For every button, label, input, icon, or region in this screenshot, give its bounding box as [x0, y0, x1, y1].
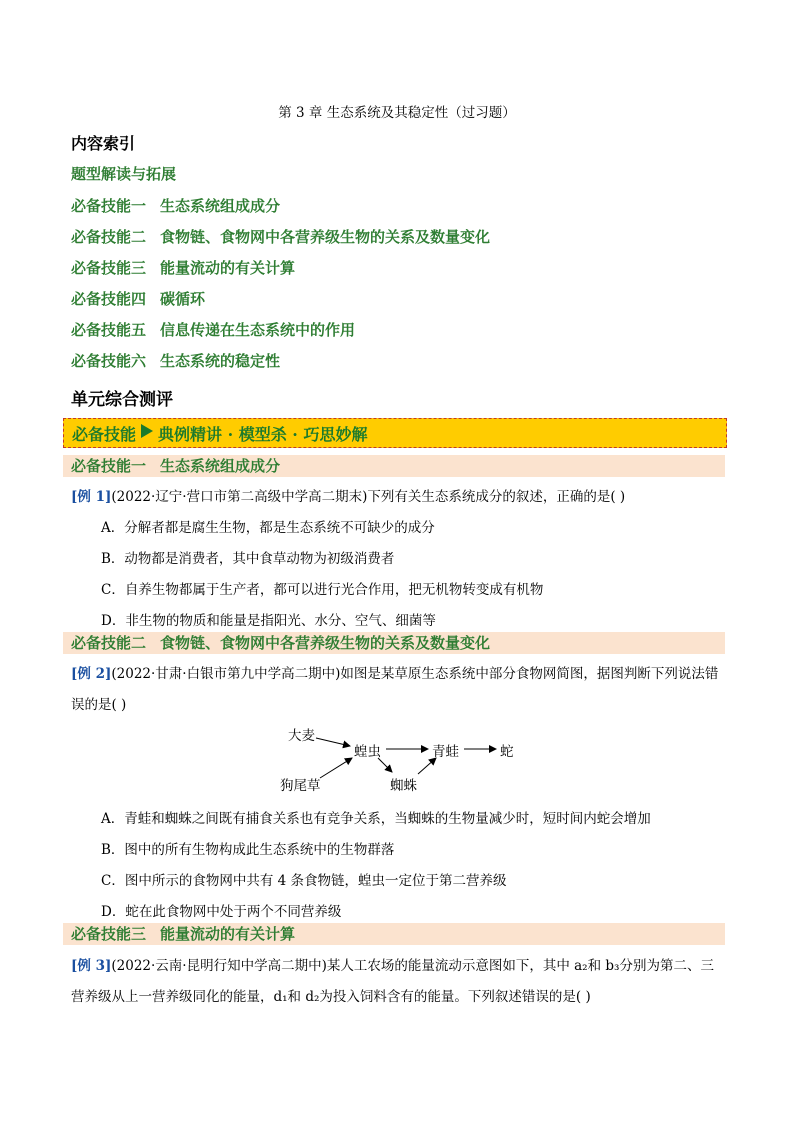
- play-triangle-icon: [140, 423, 154, 444]
- section-header-1: [63, 455, 725, 477]
- section-num: 必备技能二: [71, 634, 147, 652]
- toc-item-1[interactable]: [71, 195, 280, 216]
- section-text: 生态系统组成成分: [160, 457, 281, 475]
- question-tag: [例 1]: [71, 489, 112, 505]
- node-foxtail: 狗尾草: [280, 778, 321, 794]
- q1-option-c[interactable]: C．自养生物都属于生产者，都可以进行光合作用，把无机物转变成有机物: [101, 582, 544, 598]
- toc-item-text: 信息传递在生态系统中的作用: [160, 321, 356, 339]
- banner-left-text: 必备技能: [72, 424, 137, 444]
- arrow-foxtail-locust: [320, 758, 352, 778]
- question-tag: [例 2]: [71, 666, 112, 682]
- food-web-diagram: [270, 720, 530, 800]
- section-header-3: [63, 923, 725, 945]
- q1-option-a[interactable]: A．分解者都是腐生生物，都是生态系统不可缺少的成分: [101, 520, 435, 536]
- question-tag: [例 3]: [71, 958, 112, 974]
- section-text: 能量流动的有关计算: [160, 925, 296, 943]
- toc-item-num: 必备技能五: [71, 321, 147, 339]
- arrow-spider-frog: [418, 758, 436, 774]
- toc-item-text: 能量流动的有关计算: [160, 259, 296, 277]
- toc-item-2[interactable]: [71, 226, 490, 247]
- toc-header: 内容索引: [71, 134, 136, 153]
- unit-test-link[interactable]: 单元综合测评: [71, 390, 173, 410]
- toc-item-6[interactable]: [71, 350, 280, 371]
- toc-item-text: 生态系统的稳定性: [160, 352, 281, 370]
- section-num: 必备技能三: [71, 925, 147, 943]
- node-frog: 青蛙: [432, 744, 459, 760]
- arrow-locust-spider: [378, 758, 392, 772]
- question-3-stem-line2: 营养级从上一营养级同化的能量，d₁和 d₂为投入饲料含有的能量。下列叙述错误的是( ): [71, 989, 591, 1005]
- toc-intro-link[interactable]: 题型解读与拓展: [71, 165, 177, 183]
- section-num: 必备技能一: [71, 457, 147, 475]
- q2-option-a[interactable]: A．青蛙和蜘蛛之间既有捕食关系也有竞争关系，当蜘蛛的生物量减少时，短时间内蛇会增加: [101, 811, 651, 827]
- toc-item-text: 食物链、食物网中各营养级生物的关系及数量变化: [160, 228, 491, 246]
- node-snake: 蛇: [500, 744, 514, 760]
- q2-option-d[interactable]: D．蛇在此食物网中处于两个不同营养级: [101, 904, 342, 920]
- question-2-stem-line2: 误的是( ): [71, 697, 127, 713]
- node-locust: 蝗虫: [354, 744, 381, 760]
- question-1-stem: [71, 485, 625, 505]
- banner-right-text: 典例精讲 · 模型杀 · 巧思妙解: [158, 424, 368, 444]
- question-2-stem-line1: [71, 662, 718, 682]
- toc-item-3[interactable]: [71, 257, 295, 278]
- toc-item-text: 生态系统组成成分: [160, 197, 281, 215]
- section-header-2: [63, 632, 725, 654]
- skills-banner: [63, 418, 727, 448]
- q2-option-c[interactable]: C．图中所示的食物网中共有 4 条食物链，蝗虫一定位于第二营养级: [101, 873, 507, 889]
- question-text: (2022·辽宁·营口市第二高级中学高二期末)下列有关生态系统成分的叙述，正确的是( ): [111, 489, 626, 505]
- q1-option-d[interactable]: D．非生物的物质和能量是指阳光、水分、空气、细菌等: [101, 613, 436, 629]
- question-text: (2022·云南·昆明行知中学高二期中)某人工农场的能量流动示意图如下，其中 a₂和 b₃分别为第二、三: [111, 958, 714, 974]
- arrow-barley-locust: [316, 738, 350, 746]
- toc-item-5[interactable]: [71, 319, 355, 340]
- toc-item-num: 必备技能一: [71, 197, 147, 215]
- toc-item-num: 必备技能三: [71, 259, 147, 277]
- node-spider: 蜘蛛: [390, 778, 417, 794]
- toc-item-text: 碳循环: [160, 290, 206, 308]
- toc-item-num: 必备技能二: [71, 228, 147, 246]
- toc-item-num: 必备技能六: [71, 352, 147, 370]
- chapter-title: 第 3 章 生态系统及其稳定性（过习题）: [278, 105, 516, 121]
- q1-option-b[interactable]: B．动物都是消费者，其中食草动物为初级消费者: [101, 551, 395, 567]
- toc-item-4[interactable]: [71, 288, 205, 309]
- section-text: 食物链、食物网中各营养级生物的关系及数量变化: [160, 634, 491, 652]
- node-barley: 大麦: [288, 728, 315, 744]
- q2-option-b[interactable]: B．图中的所有生物构成此生态系统中的生物群落: [101, 842, 395, 858]
- question-3-stem-line1: [71, 954, 714, 974]
- question-text: (2022·甘肃·白银市第九中学高二期中)如图是某草原生态系统中部分食物网简图，据图判断下列说法错: [111, 666, 719, 682]
- toc-item-num: 必备技能四: [71, 290, 147, 308]
